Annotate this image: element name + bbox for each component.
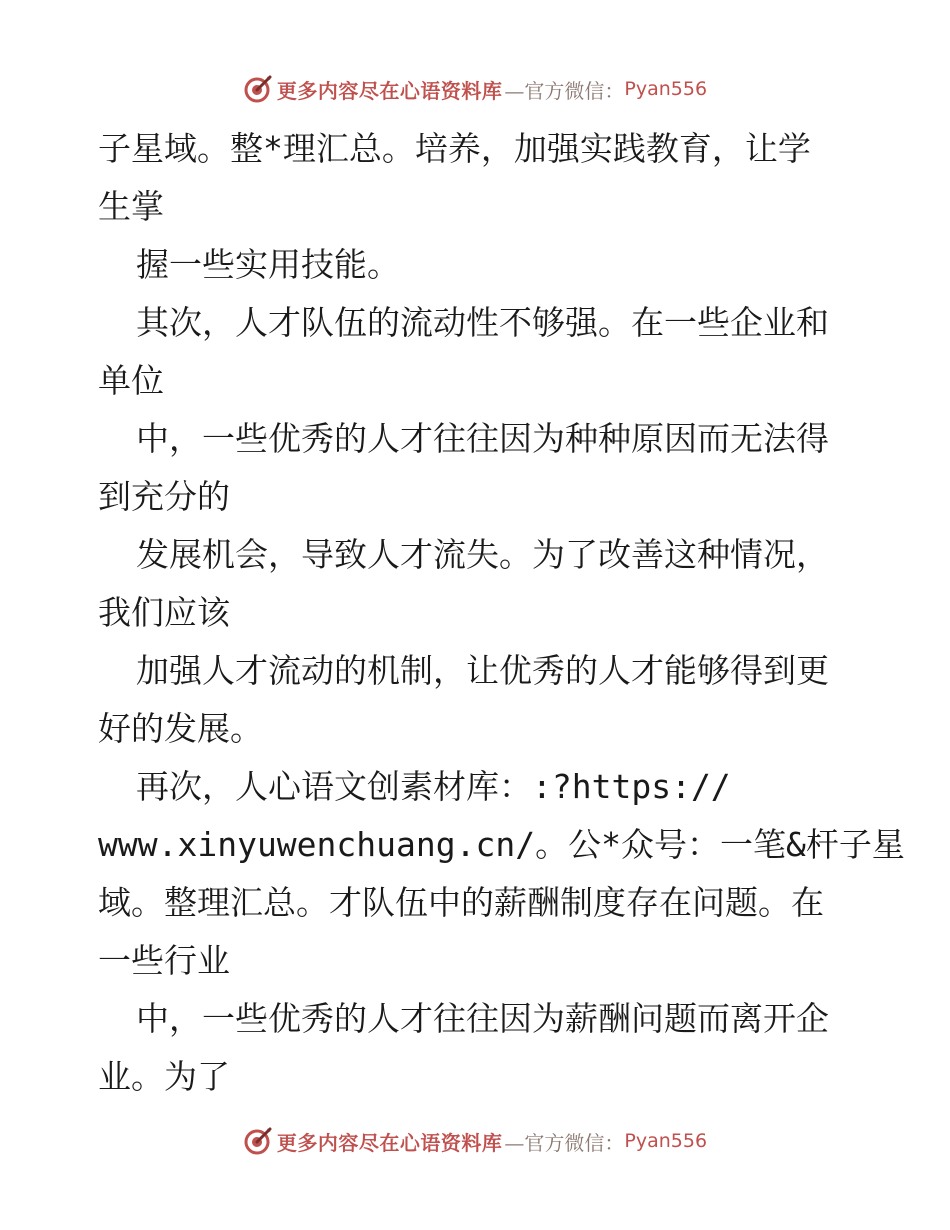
text-line: 中，一些优秀的人才往往因为种种原因而无法得 <box>136 419 829 458</box>
text-line: 中，一些优秀的人才往往因为薪酬问题而离开企 <box>136 999 829 1038</box>
text-line: 好的发展。 <box>98 709 263 748</box>
footer-main-text: 更多内容尽在心语资料库 <box>276 1130 503 1155</box>
text-line: 子星域。整*理汇总。培养，加强实践教育，让学 <box>98 129 811 168</box>
header-wechat-id: Pyan556 <box>624 78 708 100</box>
text-line: 其次，人才队伍的流动性不够强。在一些企业和 <box>136 303 829 342</box>
header-banner <box>0 72 950 106</box>
text-line: 到充分的 <box>98 477 230 516</box>
text-line: 发展机会，导致人才流失。为了改善这种情况， <box>136 535 829 574</box>
text-line: 再次，人心语文创素材库：:?https:// <box>136 767 731 806</box>
text-line: 握一些实用技能。 <box>136 245 400 284</box>
text-line: www.xinyuwenchuang.cn/。公*众号：一笔&杆子星 <box>98 825 905 864</box>
brand-logo-icon <box>243 1126 273 1156</box>
document-body <box>98 120 905 1106</box>
text-line: 业。为了 <box>98 1057 230 1096</box>
brand-logo-icon <box>243 74 273 104</box>
text-line: 域。整理汇总。才队伍中的薪酬制度存在问题。在 <box>98 883 824 922</box>
text-line: 生掌 <box>98 187 164 226</box>
text-line: 我们应该 <box>98 593 230 632</box>
text-line: 单位 <box>98 361 164 400</box>
footer-banner <box>0 1124 950 1158</box>
header-sub-text: —官方微信： <box>504 78 625 103</box>
header-main-text: 更多内容尽在心语资料库 <box>276 78 503 103</box>
text-line: 加强人才流动的机制，让优秀的人才能够得到更 <box>136 651 829 690</box>
footer-wechat-id: Pyan556 <box>624 1130 708 1152</box>
footer-sub-text: —官方微信： <box>504 1130 625 1155</box>
text-line: 一些行业 <box>98 941 230 980</box>
